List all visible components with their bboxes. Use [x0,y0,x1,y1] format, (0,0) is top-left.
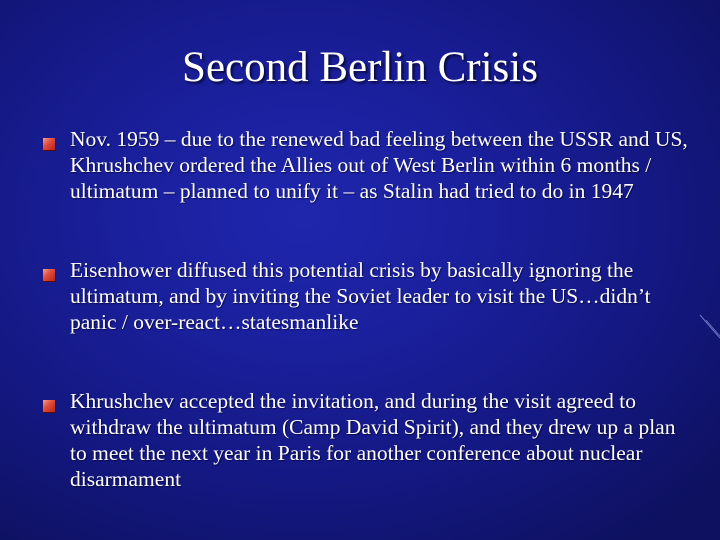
bullet-text: Eisenhower diffused this potential crisis by basically ignoring the ultimatum, and by inviting the Soviet leader to visit the US…didn’t panic / over-react…statesmanlike [70,258,651,334]
red-square-bullet-icon [43,269,55,281]
red-square-bullet-icon [43,400,55,412]
bullet-list [70,126,690,540]
bullet-item [70,126,690,204]
slide-title: Second Berlin Crisis [182,44,538,91]
red-square-bullet-icon [43,138,55,150]
bullet-text: Nov. 1959 – due to the renewed bad feeling between the USSR and US, Khrushchev ordered the Allies out of West Berlin within 6 months / ultimatum – planned to unify it – as Stalin had tried to do in 1947 [70,127,688,203]
bullet-item [70,388,690,492]
bullet-text: Khrushchev accepted the invitation, and during the visit agreed to withdraw the ultimatum (Camp David Spirit), and they drew up a plan to meet the next year in Paris for another conference about nuclear disarmament [70,389,676,491]
bullet-item [70,257,690,335]
